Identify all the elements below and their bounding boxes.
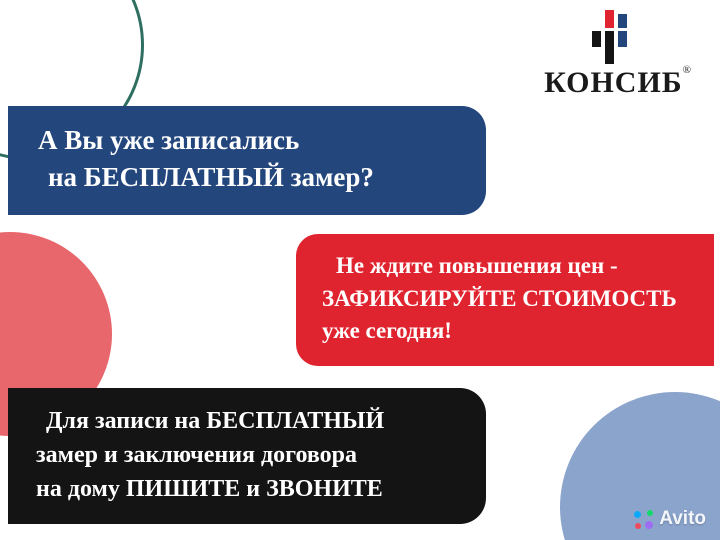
brand-name-text: КОНСИБ [544,66,683,99]
banner-red-line-1: Не ждите повышения цен - [336,253,618,278]
banner-blue [8,106,486,215]
banner-red-line-2: ЗАФИКСИРУЙТЕ СТОИМОСТЬ [322,285,677,311]
banner-blue-line-2: на БЕСПЛАТНЫЙ замер? [48,162,374,193]
banner-red [296,234,714,366]
konsib-logo-mark-icon [582,10,636,64]
avito-watermark-label: Avito [659,508,706,529]
avito-dots-icon [634,510,653,529]
registered-mark: ® [682,64,692,76]
banner-blue-line-1: А Вы уже записались [38,125,300,155]
banner-black-line-3: на дому ПИШИТЕ и ЗВОНИТЕ [36,476,383,503]
banner-red-line-3: уже сегодня! [322,318,452,344]
banner-black [8,388,486,524]
avito-watermark [634,508,706,530]
banner-black-line-2: замер и заключения договора [36,442,357,469]
brand-name [544,66,692,100]
brand-logo [514,10,704,105]
banner-black-line-1: Для записи на БЕСПЛАТНЫЙ [46,408,385,434]
